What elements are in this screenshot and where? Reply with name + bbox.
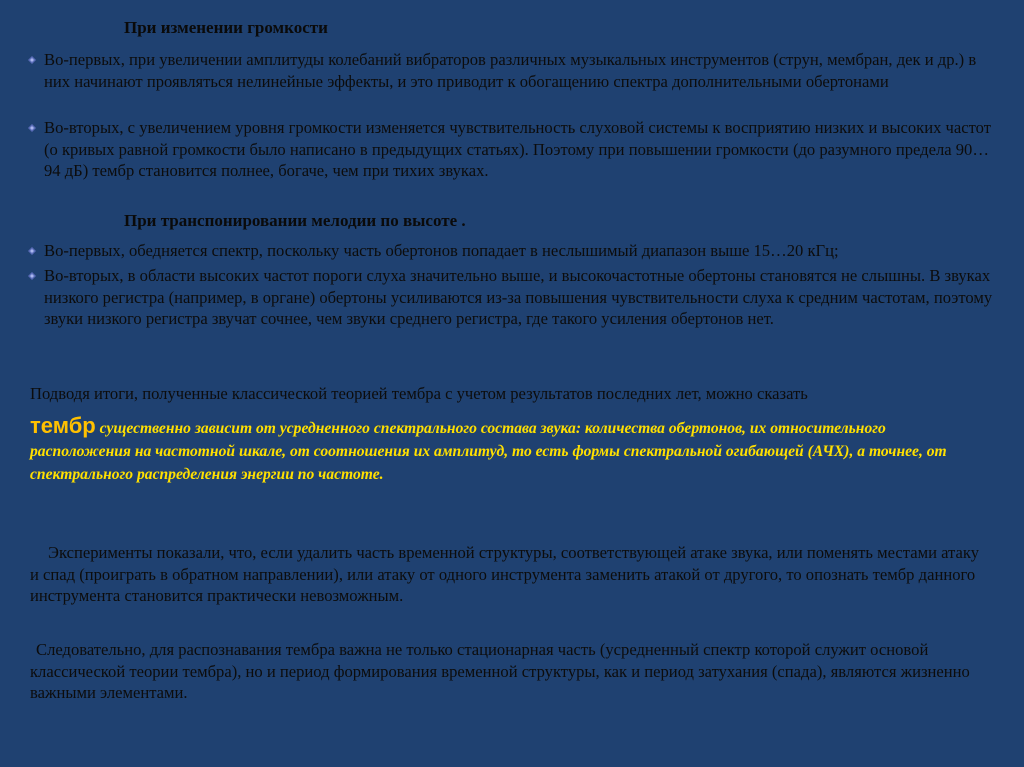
diamond-bullet-icon	[28, 56, 36, 64]
experiments-paragraph: Эксперименты показали, что, если удалить часть временной структуры, соответствующей атаке звука, или поменять местами атаку и спад (проиграть в обратном направлении), или атаку от одного инструмента заменить атакой от другого, то опознать тембр данного инструмента становится практически невозможным.	[30, 543, 979, 606]
heading-transposition: При транспонировании мелодии по высоте .	[124, 211, 466, 230]
bullet-text: Во-вторых, с увеличением уровня громкости изменяется чувствительность слуховой системы к восприятию низких и высоких частот (о кривых равной громкости было написано в предыдущих статьях). Поэтому при повышении громкости (до разумного предела 90…94 дБ) тембр становится полнее, богаче, чем при тихих звуках.	[44, 118, 991, 181]
list-item	[28, 265, 1003, 330]
list-item	[28, 240, 1003, 262]
summary-highlight	[30, 414, 990, 486]
diamond-bullet-icon	[28, 124, 36, 132]
list-item	[28, 117, 1003, 182]
list-item	[28, 49, 1003, 92]
diamond-bullet-icon	[28, 247, 36, 255]
diamond-bullet-icon	[28, 272, 36, 280]
heading-volume: При изменении громкости	[124, 18, 328, 37]
conclusion-paragraph: Следовательно, для распознавания тембра важна не только стационарная часть (усредненный спектр которой служит основой классической теории тембра), но и период формирования временной структуры, как и период затухания (спада), являются жизненно важными элементами.	[30, 640, 970, 703]
keyword-timbre: тембр	[30, 413, 96, 438]
highlight-text: существенно зависит от усредненного спектрального состава звука: количества обертонов, их относительного расположения на частотной шкале, от соотношения их амплитуд, то есть формы спектральной огибающей (АЧХ), а точнее, от спектрального распределения энергии по частоте.	[30, 420, 947, 483]
bullet-text: Во-первых, при увеличении амплитуды колебаний вибраторов различных музыкальных инструментов (струн, мембран, дек и др.) в них начинают проявляться нелинейные эффекты, и это приводит к обогащению спектра дополнительными обертонами	[44, 50, 977, 91]
bullet-text: Во-первых, обедняется спектр, поскольку часть обертонов попадает в неслышимый диапазон выше 15…20 кГц;	[44, 241, 839, 260]
summary-intro: Подводя итоги, полученные классической теорией тембра с учетом результатов последних лет, можно сказать	[30, 384, 808, 403]
bullet-text: Во-вторых, в области высоких частот пороги слуха значительно выше, и высокочастотные обертоны становятся не слышны. В звуках низкого регистра (например, в органе) обертоны усиливаются из-за повышения чувствительности слуха к средним частотам, поэтому звуки низкого регистра звучат сочнее, чем звуки среднего регистра, где такого усиления обертонов нет.	[44, 266, 993, 329]
